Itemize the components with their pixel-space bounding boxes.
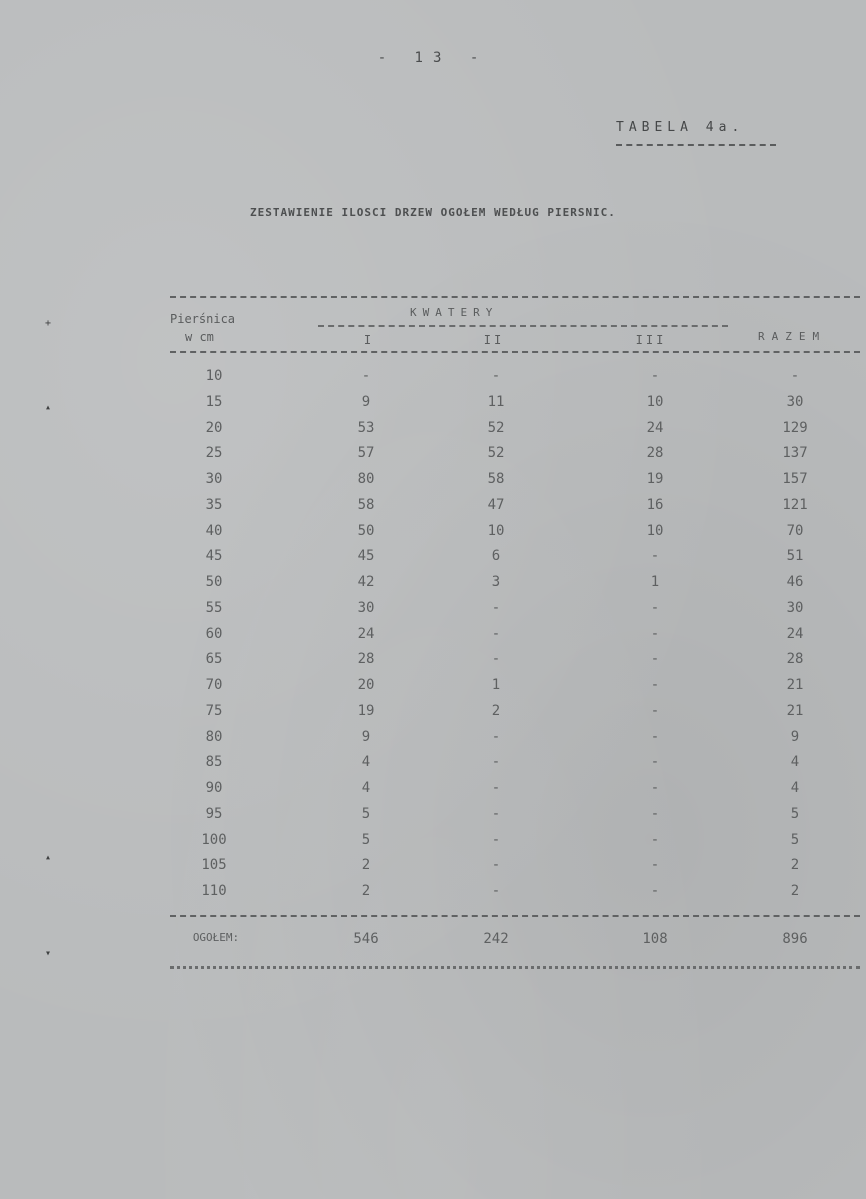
cell-razem: 2	[790, 857, 800, 874]
cell-kwatera-2: 58	[487, 471, 505, 487]
cell-piersnica: 105	[201, 857, 227, 874]
cell-kwatera-2: -	[491, 883, 501, 899]
table-row	[0, 806, 866, 828]
cell-piersnica: 45	[205, 548, 223, 565]
table-row	[0, 729, 866, 751]
cell-kwatera-3: -	[650, 780, 660, 796]
table-row	[0, 780, 866, 802]
table-row	[0, 548, 866, 570]
cell-kwatera-1: 80	[357, 471, 375, 487]
cell-piersnica: 65	[205, 651, 223, 668]
cell-kwatera-1: 28	[357, 651, 375, 668]
cell-kwatera-2: 11	[487, 393, 505, 410]
cell-kwatera-1: 5	[361, 831, 371, 848]
table-row	[0, 883, 866, 905]
cell-kwatera-1: 4	[361, 754, 371, 771]
cell-kwatera-3: -	[650, 548, 660, 565]
cell-kwatera-2: 52	[487, 419, 505, 436]
cell-kwatera-1: 57	[357, 445, 375, 462]
table-row	[0, 497, 866, 519]
cell-kwatera-3: 10	[646, 522, 664, 539]
cell-kwatera-2: -	[491, 625, 501, 642]
document-title: ZESTAWIENIE ILOSCI DRZEW OGOŁEM WEDŁUG PIERSNIC.	[250, 206, 616, 219]
cell-kwatera-2: -	[491, 754, 501, 771]
cell-kwatera-3: -	[650, 625, 660, 642]
binding-hole-mark: +	[45, 318, 52, 329]
table-row	[0, 523, 866, 545]
cell-kwatera-1: 2	[361, 883, 371, 899]
cell-kwatera-3: 19	[646, 471, 664, 487]
table-row	[0, 574, 866, 596]
kwatery-rule	[318, 325, 728, 327]
header-kwatery: KWATERY	[410, 306, 499, 319]
cell-piersnica: 35	[205, 496, 223, 513]
cell-razem: 70	[786, 522, 804, 539]
cell-kwatera-1: 42	[357, 574, 375, 590]
header-razem: RAZEM	[758, 330, 827, 343]
page-number: - 13 -	[377, 50, 489, 66]
cell-kwatera-3: -	[650, 702, 660, 719]
table-label-underline	[616, 144, 776, 146]
cell-razem: -	[790, 368, 800, 384]
table-row	[0, 832, 866, 854]
cell-kwatera-2: -	[491, 599, 501, 616]
cell-razem: 51	[786, 548, 804, 565]
cell-piersnica: 40	[205, 522, 223, 539]
cell-kwatera-3: -	[650, 651, 660, 668]
cell-kwatera-1: 2	[361, 857, 371, 874]
table-row	[0, 677, 866, 699]
cell-razem: 5	[790, 831, 800, 848]
cell-kwatera-3: 1	[650, 574, 660, 590]
cell-razem: 30	[786, 393, 804, 410]
total-razem: 896	[782, 931, 808, 947]
table-bottom-rule	[170, 966, 860, 969]
cell-piersnica: 110	[201, 883, 227, 899]
total-label: OGOŁEM:	[192, 931, 240, 944]
cell-piersnica: 80	[205, 728, 223, 745]
cell-kwatera-1: 30	[357, 599, 375, 616]
cell-piersnica: 95	[205, 805, 223, 822]
cell-kwatera-2: 47	[487, 496, 505, 513]
cell-razem: 30	[786, 599, 804, 616]
table-row	[0, 626, 866, 648]
cell-razem: 137	[782, 445, 808, 462]
cell-razem: 2	[790, 883, 800, 899]
binding-hole-mark: ▴	[45, 402, 52, 413]
cell-piersnica: 10	[205, 368, 223, 384]
table-row	[0, 651, 866, 673]
cell-piersnica: 50	[205, 574, 223, 590]
cell-kwatera-1: 9	[361, 728, 371, 745]
header-kwatera-2: II	[483, 333, 505, 347]
table-row	[0, 420, 866, 442]
cell-razem: 157	[782, 471, 808, 487]
table-row	[0, 703, 866, 725]
cell-kwatera-1: 24	[357, 625, 375, 642]
table-row	[0, 368, 866, 390]
cell-kwatera-2: -	[491, 857, 501, 874]
cell-piersnica: 55	[205, 599, 223, 616]
cell-kwatera-1: 45	[357, 548, 375, 565]
cell-kwatera-3: -	[650, 728, 660, 745]
cell-kwatera-3: -	[650, 883, 660, 899]
cell-razem: 121	[782, 496, 808, 513]
cell-razem: 46	[786, 574, 804, 590]
cell-kwatera-3: -	[650, 831, 660, 848]
total-kwatera-1: 546	[353, 931, 379, 947]
total-kwatera-3: 108	[642, 931, 668, 947]
cell-kwatera-3: 10	[646, 393, 664, 410]
header-piersnica-line1: Pierśnica	[170, 312, 236, 326]
cell-piersnica: 60	[205, 625, 223, 642]
cell-kwatera-3: 28	[646, 445, 664, 462]
header-kwatera-1: I	[363, 333, 375, 347]
total-row	[0, 931, 866, 953]
cell-piersnica: 25	[205, 445, 223, 462]
header-bottom-rule	[170, 351, 860, 353]
cell-kwatera-3: -	[650, 599, 660, 616]
cell-kwatera-3: -	[650, 754, 660, 771]
cell-kwatera-3: -	[650, 805, 660, 822]
cell-kwatera-3: -	[650, 368, 660, 384]
cell-kwatera-2: 6	[491, 548, 501, 565]
header-piersnica-line2: w cm	[185, 330, 214, 344]
table-row	[0, 471, 866, 493]
table-row	[0, 754, 866, 776]
cell-kwatera-1: 4	[361, 780, 371, 796]
cell-piersnica: 30	[205, 471, 223, 487]
cell-kwatera-3: -	[650, 677, 660, 693]
cell-piersnica: 20	[205, 419, 223, 436]
cell-kwatera-1: 20	[357, 677, 375, 693]
cell-kwatera-2: 1	[491, 677, 501, 693]
table-row	[0, 600, 866, 622]
cell-piersnica: 90	[205, 780, 223, 796]
table-row	[0, 445, 866, 467]
table-row	[0, 394, 866, 416]
cell-kwatera-2: 10	[487, 522, 505, 539]
cell-piersnica: 70	[205, 677, 223, 693]
cell-piersnica: 75	[205, 702, 223, 719]
cell-kwatera-2: -	[491, 651, 501, 668]
cell-kwatera-1: 5	[361, 805, 371, 822]
cell-piersnica: 85	[205, 754, 223, 771]
cell-kwatera-2: 52	[487, 445, 505, 462]
cell-piersnica: 100	[201, 831, 227, 848]
table-row	[0, 857, 866, 879]
cell-razem: 129	[782, 419, 808, 436]
cell-kwatera-2: -	[491, 805, 501, 822]
cell-kwatera-2: 2	[491, 702, 501, 719]
cell-kwatera-1: 53	[357, 419, 375, 436]
header-kwatera-3: III	[635, 333, 667, 347]
cell-razem: 21	[786, 677, 804, 693]
cell-piersnica: 15	[205, 393, 223, 410]
total-kwatera-2: 242	[483, 931, 509, 947]
cell-kwatera-3: -	[650, 857, 660, 874]
sum-rule	[170, 915, 860, 917]
cell-kwatera-1: 50	[357, 522, 375, 539]
cell-razem: 28	[786, 651, 804, 668]
cell-razem: 4	[790, 754, 800, 771]
cell-kwatera-2: -	[491, 728, 501, 745]
cell-kwatera-1: -	[361, 368, 371, 384]
binding-hole-mark: ▴	[45, 852, 52, 863]
cell-razem: 24	[786, 625, 804, 642]
table-top-rule	[170, 296, 860, 298]
cell-kwatera-3: 24	[646, 419, 664, 436]
cell-razem: 21	[786, 702, 804, 719]
cell-kwatera-3: 16	[646, 496, 664, 513]
cell-razem: 4	[790, 780, 800, 796]
cell-kwatera-2: -	[491, 368, 501, 384]
cell-kwatera-1: 9	[361, 393, 371, 410]
cell-kwatera-2: -	[491, 780, 501, 796]
cell-kwatera-2: 3	[491, 574, 501, 590]
cell-kwatera-1: 19	[357, 702, 375, 719]
cell-razem: 9	[790, 728, 800, 745]
cell-kwatera-2: -	[491, 831, 501, 848]
binding-hole-mark: ▾	[45, 948, 52, 959]
cell-kwatera-1: 58	[357, 496, 375, 513]
cell-razem: 5	[790, 805, 800, 822]
table-label: TABELA 4a.	[616, 120, 745, 135]
